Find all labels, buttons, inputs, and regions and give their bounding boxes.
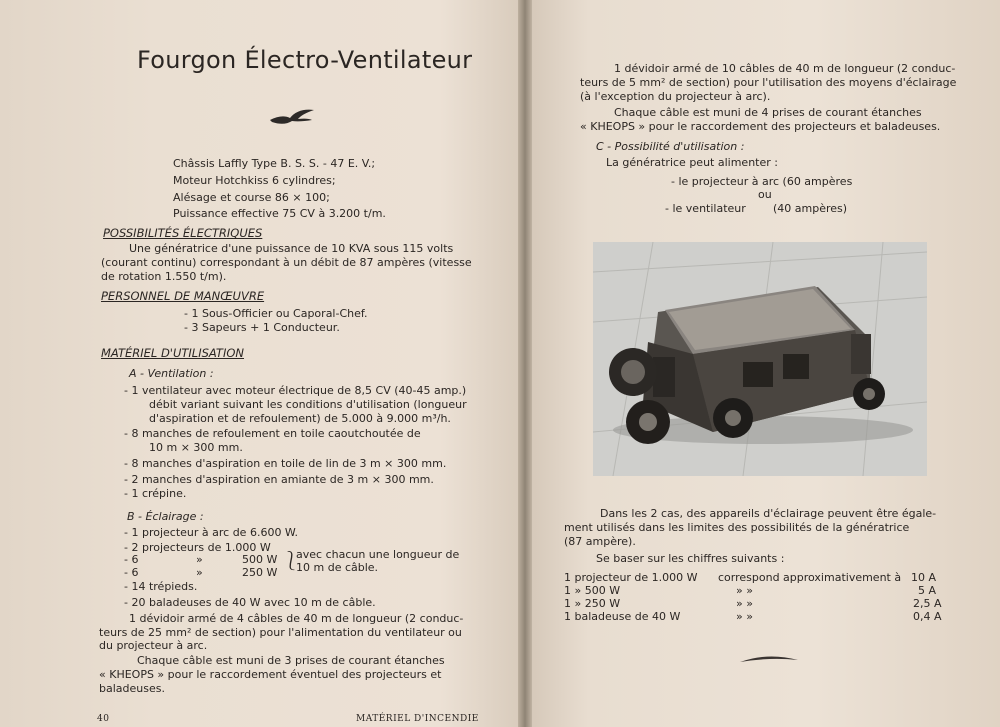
body-line: - 2 manches d'aspiration en amiante de 3 m × 300 mm. <box>124 473 434 486</box>
body-line: - 6 <box>124 566 139 579</box>
ditto-mark: » <box>196 566 203 579</box>
body-line: avec chacun une longueur de <box>296 548 460 561</box>
body-line: (courant continu) correspondant à un débit de 87 ampères (vitesse <box>101 256 472 269</box>
body-line: « KHEOPS » pour le raccordement éventuel des projecteurs et <box>99 668 442 681</box>
body-line: (à l'exception du projecteur à arc). <box>580 90 771 103</box>
running-footer: MATÉRIEL D'INCENDIE <box>356 714 479 724</box>
body-line: Chaque câble est muni de 3 prises de courant étanches <box>137 654 445 667</box>
table-cell: 1 projecteur de 1.000 W <box>564 571 698 584</box>
body-line: Chaque câble est muni de 4 prises de courant étanches <box>614 106 922 119</box>
body-line: (40 ampères) <box>773 202 848 215</box>
brace-glyph: ⎱ <box>282 551 300 572</box>
table-cell: 2,5 A <box>913 597 942 610</box>
body-line: débit variant suivant les conditions d'utilisation (longueur <box>149 398 467 411</box>
winged-emblem-icon <box>268 106 316 128</box>
body-line: - le ventilateur <box>665 202 746 215</box>
page-title: Fourgon Électro-Ventilateur <box>137 46 473 74</box>
body-line: « KHEOPS » pour le raccordement des projecteurs et baladeuses. <box>580 120 941 133</box>
body-line: 1 dévidoir armé de 10 câbles de 40 m de longueur (2 conduc- <box>614 62 956 75</box>
van-photograph <box>593 242 927 476</box>
body-line: Dans les 2 cas, des appareils d'éclairage peuvent être égale- <box>600 507 937 520</box>
body-line: - 1 projecteur à arc de 6.600 W. <box>124 526 299 539</box>
body-line: 1 dévidoir armé de 4 câbles de 40 m de longueur (2 conduc- <box>129 612 464 625</box>
page-number: 40 <box>97 714 110 724</box>
spec-line: Alésage et course 86 × 100; <box>173 191 330 204</box>
body-line: 250 W <box>242 566 278 579</box>
section-heading-personnel: PERSONNEL DE MANŒUVRE <box>101 289 265 303</box>
list-item: - 3 Sapeurs + 1 Conducteur. <box>184 321 340 334</box>
body-line: - le projecteur à arc (60 ampères <box>671 175 853 188</box>
body-line: 500 W <box>242 553 278 566</box>
body-line: La génératrice peut alimenter : <box>606 156 778 169</box>
body-line: 10 m × 300 mm. <box>149 441 243 454</box>
table-cell: 1 » 500 W <box>564 584 621 597</box>
table-cell: correspond approximativement à <box>718 571 902 584</box>
body-line: teurs de 5 mm² de section) pour l'utilisation des moyens d'éclairage <box>580 76 957 89</box>
table-cell: » » <box>736 597 753 610</box>
body-line: ment utilisés dans les limites des possibilités de la génératrice <box>564 521 910 534</box>
body-line: du projecteur à arc. <box>99 639 208 652</box>
body-line: - 8 manches de refoulement en toile caoutchoutée de <box>124 427 421 440</box>
spec-line: Puissance effective 75 CV à 3.200 t/m. <box>173 207 386 220</box>
body-line: de rotation 1.550 t/m). <box>101 270 227 283</box>
subsection-heading-possibilite: C - Possibilité d'utilisation : <box>596 140 745 153</box>
body-line: teurs de 25 mm² de section) pour l'alimentation du ventilateur ou <box>99 626 462 639</box>
ditto-mark: » <box>196 553 203 566</box>
ornament-icon <box>738 652 800 666</box>
body-line: - 1 ventilateur avec moteur électrique de 8,5 CV (40-45 amp.) <box>124 384 467 397</box>
list-item: - 1 Sous-Officier ou Caporal-Chef. <box>184 307 368 320</box>
table-cell: » » <box>736 610 753 623</box>
table-cell: 10 A <box>911 571 937 584</box>
body-line: Se baser sur les chiffres suivants : <box>596 552 785 565</box>
subsection-heading-eclairage: B - Éclairage : <box>127 510 204 523</box>
table-cell: 5 A <box>918 584 937 597</box>
book-gutter <box>518 0 532 727</box>
body-line: ou <box>758 188 772 201</box>
body-line: - 6 <box>124 553 139 566</box>
body-line: baladeuses. <box>99 682 165 695</box>
subsection-heading-ventilation: A - Ventilation : <box>129 367 214 380</box>
spec-line: Moteur Hotchkiss 6 cylindres; <box>173 174 336 187</box>
table-cell: 1 » 250 W <box>564 597 621 610</box>
table-cell: » » <box>736 584 753 597</box>
body-line: - 14 trépieds. <box>124 580 198 593</box>
body-line: 10 m de câble. <box>296 561 379 574</box>
body-line: - 20 baladeuses de 40 W avec 10 m de câble. <box>124 596 376 609</box>
body-line: Une génératrice d'une puissance de 10 KVA sous 115 volts <box>129 242 454 255</box>
body-line: - 2 projecteurs de 1.000 W <box>124 541 271 554</box>
table-cell: 0,4 A <box>913 610 942 623</box>
body-line: - 8 manches d'aspiration en toile de lin de 3 m × 300 mm. <box>124 457 447 470</box>
section-heading-possibilites: POSSIBILITÉS ÉLECTRIQUES <box>103 226 263 240</box>
spec-line: Châssis Laffly Type B. S. S. - 47 E. V.; <box>173 157 376 170</box>
body-line: (87 ampère). <box>564 535 636 548</box>
section-heading-materiel: MATÉRIEL D'UTILISATION <box>101 346 245 360</box>
body-line: - 1 crépine. <box>124 487 187 500</box>
body-line: d'aspiration et de refoulement) de 5.000 à 9.000 m³/h. <box>149 412 451 425</box>
table-cell: 1 baladeuse de 40 W <box>564 610 681 623</box>
